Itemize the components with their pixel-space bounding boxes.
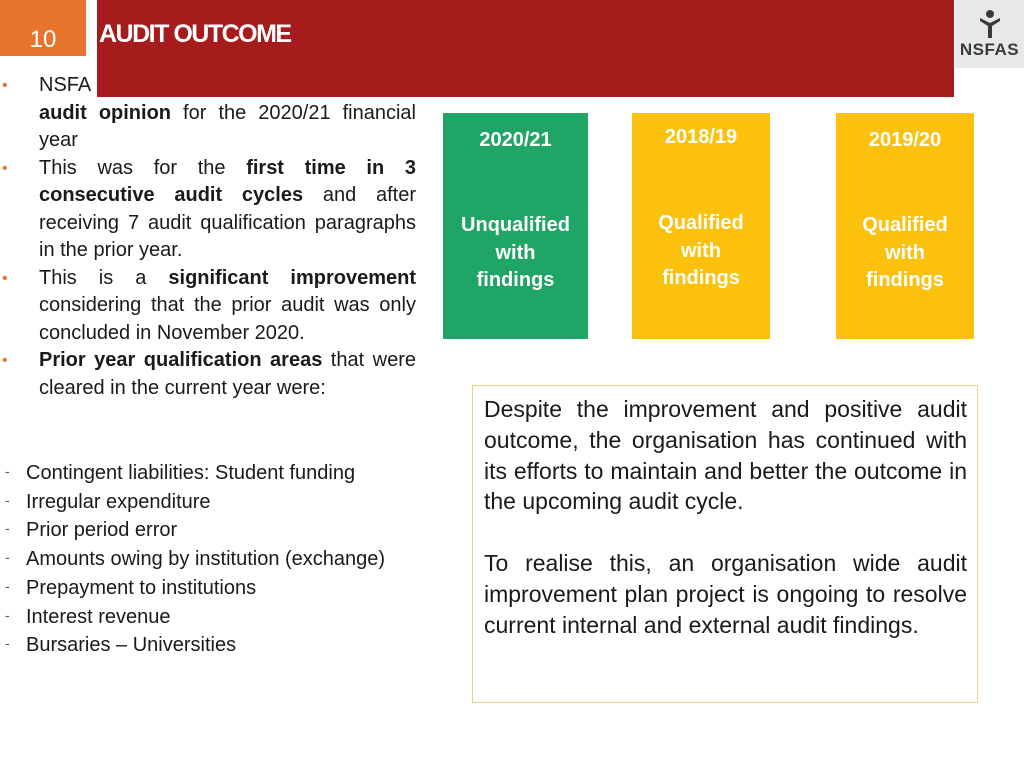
bullet-item	[0, 265, 416, 348]
bullet-prefix: NSFA	[39, 74, 92, 96]
dash-icon: -	[5, 606, 10, 623]
card-year: 2018/19	[664, 126, 738, 148]
bullet-bold: significant improvement	[168, 266, 416, 289]
card-status-line: findings	[476, 269, 555, 291]
bullet-icon: •	[2, 269, 8, 287]
card-status-line: with	[495, 241, 536, 264]
bullet-bold: Prior year qualification areas	[39, 349, 323, 371]
bullet-icon: •	[2, 159, 8, 177]
dash-icon: -	[5, 491, 10, 508]
bullet-bold: first time in 3 consecutive audit cycles	[39, 156, 417, 206]
list-item-text: Amounts owing by institution (exchange)	[26, 548, 386, 571]
bullet-prefix: This is a	[39, 266, 169, 289]
dash-icon: -	[5, 577, 10, 594]
card-status	[443, 212, 588, 295]
list-item	[0, 631, 416, 660]
card-status-line: findings	[866, 269, 944, 291]
nsfas-logo	[955, 0, 1024, 68]
dash-icon: -	[5, 463, 10, 479]
list-item-text: Interest revenue	[26, 605, 171, 628]
card-status	[632, 210, 770, 293]
card-year: 2019/20	[868, 129, 942, 151]
key-points-list	[0, 72, 416, 402]
bullet-icon: •	[2, 77, 8, 94]
dash-icon: -	[5, 549, 10, 566]
cleared-areas-list	[0, 459, 416, 660]
list-item-text: Prepayment to institutions	[26, 576, 257, 599]
list-item	[0, 488, 416, 517]
bullet-bold: audit opinion	[39, 101, 172, 124]
list-item-text: Prior period error	[26, 519, 178, 542]
card-status-line: Qualified	[862, 214, 948, 236]
dash-icon: -	[5, 520, 10, 537]
list-item	[0, 545, 416, 574]
card-year: 2020/21	[479, 129, 552, 151]
card-status-line: findings	[662, 267, 740, 289]
card-status-line: with	[681, 239, 721, 262]
card-status-line: Unqualified	[461, 214, 570, 236]
improvement-note-box	[472, 385, 978, 703]
bullet-prefix: This was for the	[39, 156, 247, 179]
list-item-text: Bursaries – Universities	[26, 634, 237, 657]
page-title: AUDIT OUTCOME	[99, 20, 291, 48]
bullet-item	[0, 155, 416, 265]
bullet-suffix: and after receiving 7 audit qualification paragraphs in the prior year.	[39, 184, 416, 261]
audit-card-2019-20	[836, 113, 974, 339]
list-item	[0, 603, 416, 632]
dash-icon: -	[5, 635, 10, 652]
person-icon	[978, 9, 1002, 39]
card-status-line: with	[885, 241, 925, 264]
note-paragraph: To realise this, an organisation wide audit improvement plan project is ongoing to resolve current internal and external audit findings.	[484, 549, 967, 638]
list-item	[0, 459, 416, 488]
bullet-item	[0, 347, 416, 402]
card-status	[836, 212, 974, 295]
audit-card-2020-21	[443, 113, 588, 339]
list-item-text: Irregular expenditure	[26, 490, 211, 513]
bullet-item	[0, 72, 416, 155]
bullet-icon: •	[2, 352, 8, 369]
list-item	[0, 516, 416, 545]
card-status-line: Qualified	[658, 212, 744, 234]
bullet-suffix: for the 2020/21 financial year	[39, 101, 416, 151]
logo-text: NSFAS	[959, 39, 1020, 59]
list-item	[0, 574, 416, 603]
bullet-suffix: considering that the prior audit was only concluded in November 2020.	[39, 294, 416, 344]
list-item-text: Contingent liabilities: Student funding	[26, 462, 356, 484]
audit-card-2018-19	[632, 113, 770, 339]
note-paragraph: Despite the improvement and positive audit outcome, the organisation has continued with its efforts to maintain and better the outcome in the upcoming audit cycle.	[484, 396, 967, 515]
slide-number: 10	[0, 0, 86, 56]
bullet-suffix: that were cleared in the current year were:	[39, 349, 416, 399]
